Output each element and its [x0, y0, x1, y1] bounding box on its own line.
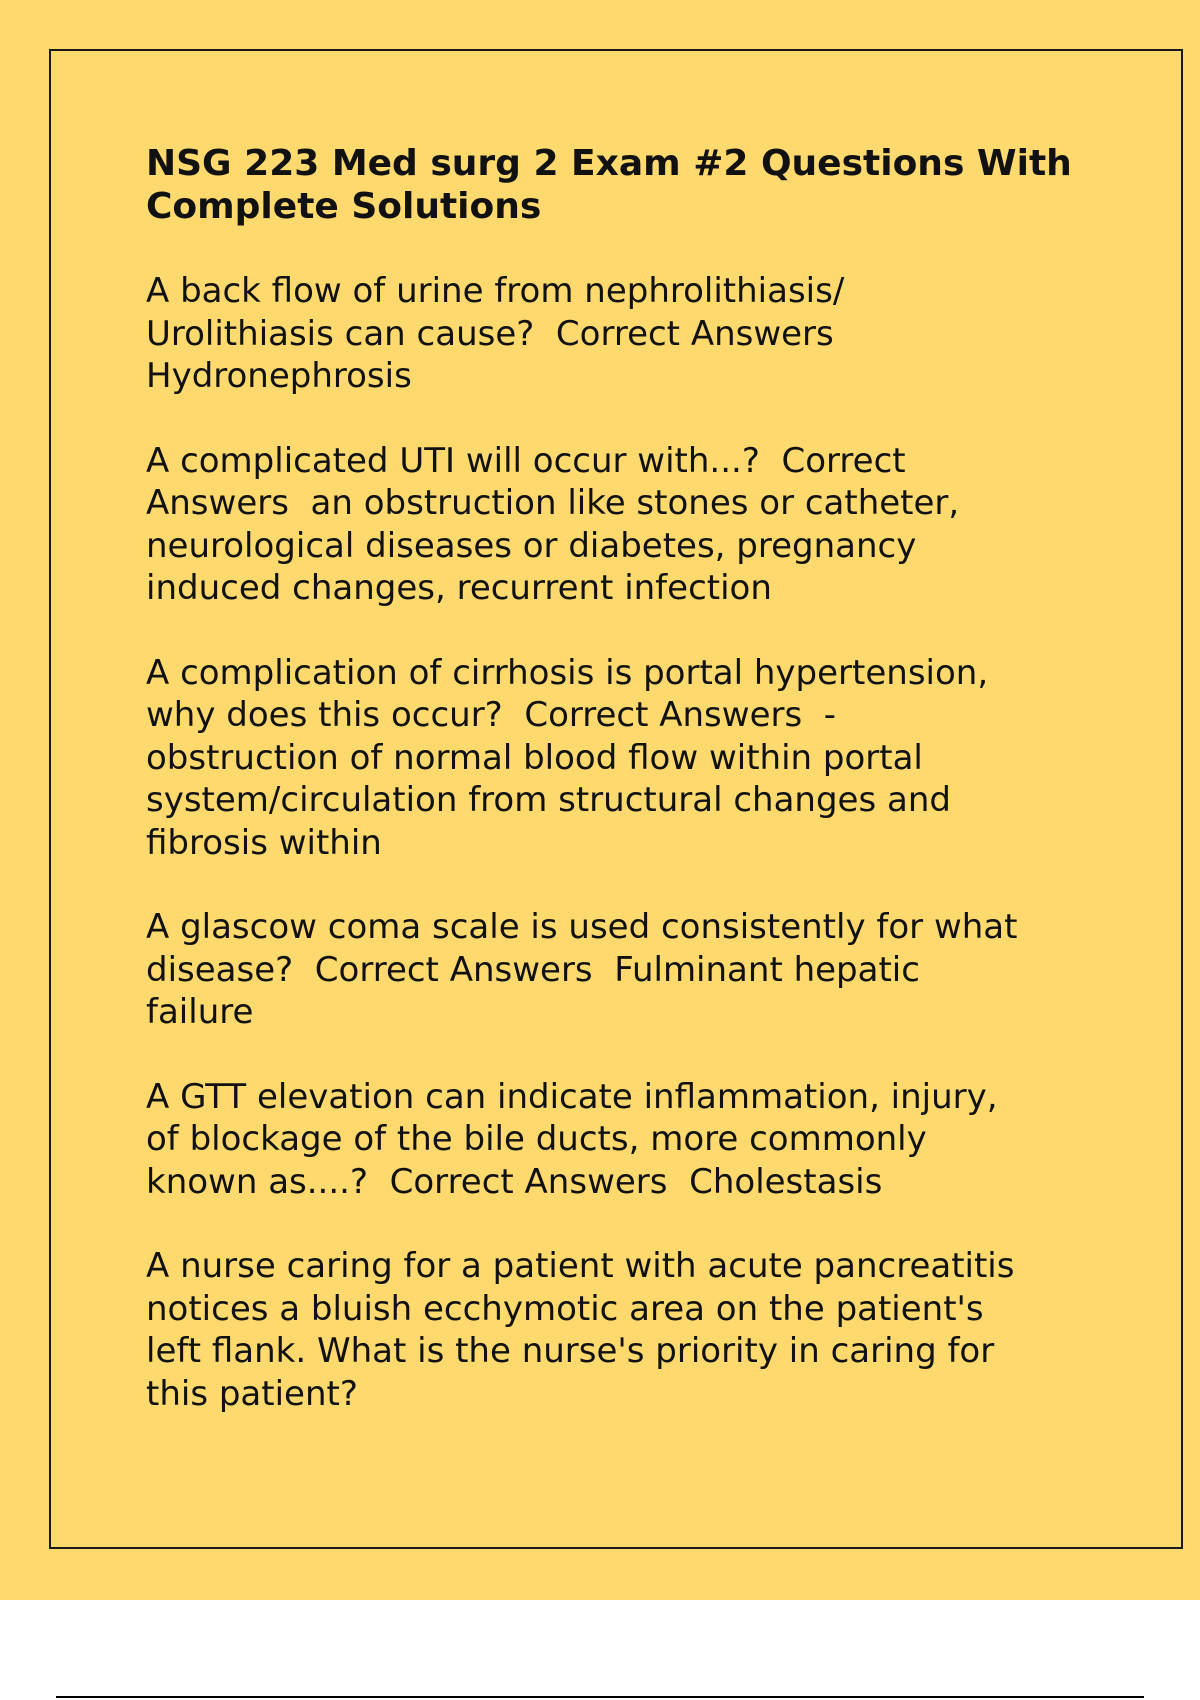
qa-item-2: A complicated UTI will occur with...? Correct Answers an obstruction like stones or catheter, neurological diseases or diabetes, pregnancy induced changes, recurrent infection	[146, 440, 960, 608]
qa-item-6: A nurse caring for a patient with acute pancreatitis notices a bluish ecchymotic area on the patient's left flank. What is the nurse's priority in caring for this patient?	[146, 1246, 1015, 1414]
footer-divider	[56, 1696, 1144, 1698]
qa-item-1: A back flow of urine from nephrolithiasis/ Urolithiasis can cause? Correct Answers Hydronephrosis	[146, 271, 845, 396]
qa-item-5: A GTT elevation can indicate inflammation, injury, of blockage of the bile ducts, more commonly known as....? Correct Answers Cholestasis	[146, 1076, 998, 1202]
document-content	[146, 142, 1096, 1457]
qa-item-4: A glascow coma scale is used consistently for what disease? Correct Answers Fulminant hepatic failure	[146, 907, 1018, 1032]
qa-item-3: A complication of cirrhosis is portal hypertension, why does this occur? Correct Answers - obstruction of normal blood flow within portal system/circulation from structural changes and fibrosis within	[146, 652, 989, 863]
document-title: NSG 223 Med surg 2 Exam #2 Questions With Complete Solutions	[146, 143, 1072, 227]
